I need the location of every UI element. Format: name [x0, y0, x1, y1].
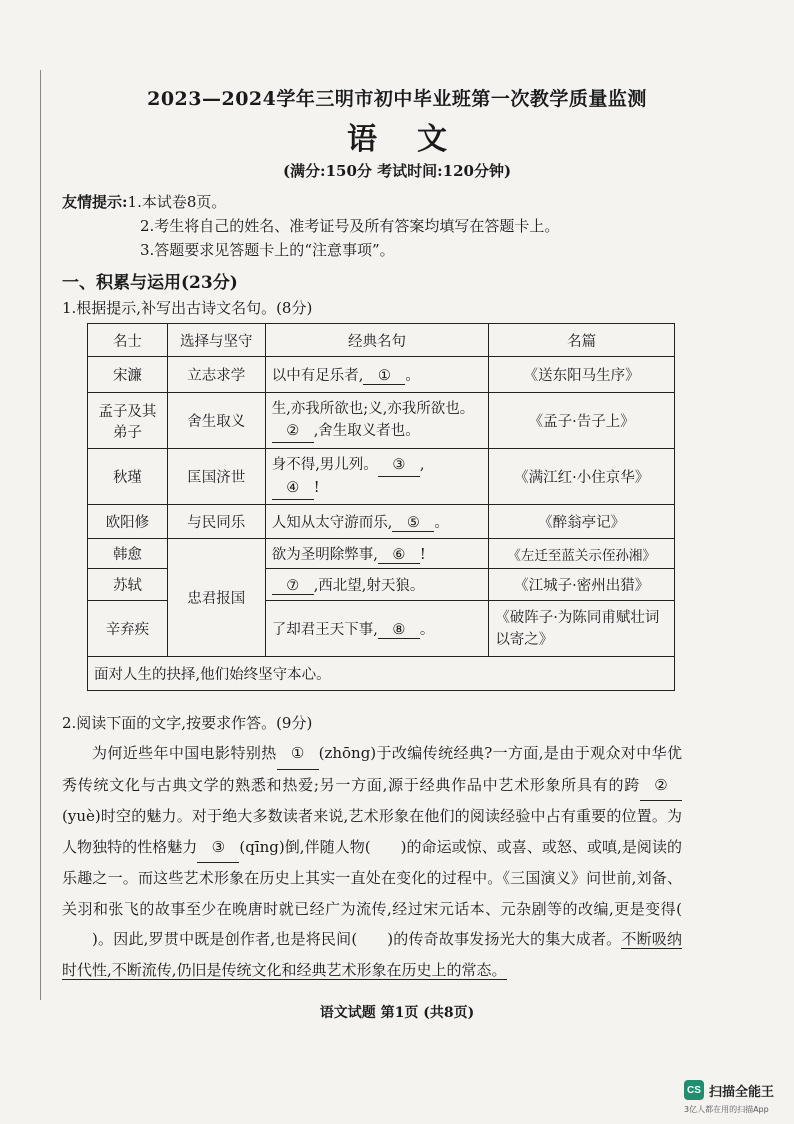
table-row [88, 449, 675, 505]
poem-table [87, 323, 675, 691]
source-cell: 《送东阳马生序》 [489, 357, 675, 393]
person-cell: 宋濂 [88, 357, 168, 393]
header-cell: 经典名句 [265, 324, 489, 357]
scanner-tagline: 3亿人都在用的扫描App [684, 1105, 769, 1114]
person-cell: 秋瑾 [88, 449, 168, 505]
subject-title: 语文 [347, 122, 487, 157]
question-1-title: 1.根据提示,补写出古诗文名句。(8分) [62, 299, 313, 317]
exam-title: 2023—2024学年三明市初中毕业班第一次教学质量监测 [147, 88, 647, 110]
quote-cell [265, 357, 489, 393]
blank-3: ③ [378, 454, 420, 477]
blank-q2-2: ② [640, 770, 682, 802]
quote-text: 欲为圣明除弊事, [271, 547, 378, 563]
binding-line [40, 70, 41, 1000]
table-row [88, 539, 675, 569]
passage-text: 为何近些年中国电影特别热 [92, 744, 277, 762]
summary-cell: 面对人生的抉择,他们始终坚守本心。 [88, 657, 675, 691]
quote-text: 。 [434, 515, 449, 531]
header-cell: 选择与坚守 [167, 324, 265, 357]
tips-block [62, 190, 559, 262]
quote-text: 了却君王天下事, [271, 622, 378, 638]
quote-text: 。 [419, 622, 435, 638]
quote-text: , [419, 456, 425, 473]
quote-cell [265, 449, 489, 505]
blank-2: ② [272, 420, 314, 443]
person-cell: 孟子及其弟子 [88, 393, 168, 449]
header-cell: 名士 [88, 324, 168, 357]
blank-q2-1: ① [277, 738, 319, 770]
quote-text: 以中有足乐者, [271, 368, 364, 384]
table-row [88, 357, 675, 393]
tip-item: 2.考生将自己的姓名、准考证号及所有答案均填写在答题卡上。 [140, 217, 560, 235]
source-cell: 《江城子·密州出猎》 [489, 569, 675, 601]
question-2-title: 2.阅读下面的文字,按要求作答。(9分) [62, 714, 313, 732]
quote-text: 人知从太守游而乐, [271, 515, 393, 531]
tip-item: 3.答题要求见答题卡上的“注意事项”。 [140, 241, 395, 259]
quote-text: 生,亦我所欲也;义,亦我所欲也。 [271, 401, 475, 417]
choice-cell: 匡国济世 [167, 449, 265, 505]
blank-1: ① [363, 368, 405, 385]
source-cell: 《满江红·小住京华》 [489, 449, 675, 505]
scanner-watermark [684, 1080, 774, 1100]
passage-text: )。因此,罗贯中既是创作者,也是将民间( [92, 930, 358, 948]
tip-item: 1.本试卷8页。 [127, 193, 227, 211]
tips-label: 友情提示: [62, 193, 128, 211]
blank-6: ⑥ [378, 547, 420, 564]
header-cell: 名篇 [489, 324, 675, 357]
source-cell: 《左迁至蓝关示侄孙湘》 [489, 539, 675, 569]
section-title: 一、积累与运用(23分) [62, 273, 238, 293]
quote-text: 身不得,男儿列。 [271, 456, 378, 473]
summary-row [88, 657, 675, 691]
quote-cell [265, 601, 489, 657]
quote-cell [265, 393, 489, 449]
camscanner-icon: CS [684, 1080, 704, 1100]
quote-text: ,西北望,射天狼。 [313, 578, 425, 594]
blank-q2-3: ③ [197, 832, 239, 864]
quote-cell [265, 505, 489, 539]
page-footer: 语文试题 第1页 (共8页) [319, 1005, 475, 1021]
passage-text: (qīng)倒,伴随人物( [239, 837, 371, 856]
blank-5: ⑤ [392, 515, 434, 532]
quote-text: ! [419, 547, 426, 563]
passage-text: )的命运或惊、或喜、或怒、或嗔,是阅读的乐趣之一。而这些艺术形象在历史上其实一直处在变化的过程中。《三国演义》问世前,刘备、关羽和张飞的故事至少在晚唐时就已经广为流传,经过宋元话本、元杂剧等的改编,更是变得( [62, 837, 682, 918]
question-2-passage [62, 738, 682, 985]
underlined-sentence: 不断吸纳时代性,不断流传,仍旧是传统文化和经典艺术形象在历史上的常态。 [62, 930, 682, 979]
passage-text: )的传奇故事发扬光大的集大成者。 [387, 930, 622, 948]
passage-text: (zhōng)于改编传统经典?一方面,是由于观众对中华优秀传统文化与古典文学的熟悉和热爱;另一方面,源于经典作品中艺术形象所具有的跨 [62, 744, 682, 794]
table-row [88, 505, 675, 539]
table-row [88, 393, 675, 449]
blank-4: ④ [272, 477, 314, 500]
table-header-row [88, 324, 675, 357]
person-cell: 韩愈 [88, 539, 168, 569]
choice-cell: 与民同乐 [167, 505, 265, 539]
source-cell: 《醉翁亭记》 [489, 505, 675, 539]
passage-text: (yuè)时空的魅力。对于绝大多数读者来说,艺术形象在他们的阅读经验中占有重要的位置。为人物独特的性格魅力 [62, 807, 682, 856]
choice-cell: 立志求学 [167, 357, 265, 393]
source-cell: 《破阵子·为陈同甫赋壮词以寄之》 [489, 601, 675, 657]
quote-cell [265, 569, 489, 601]
quote-text: 。 [405, 368, 420, 384]
person-cell: 苏轼 [88, 569, 168, 601]
scanner-name: 扫描全能王 [709, 1084, 775, 1100]
source-cell: 《孟子·告子上》 [489, 393, 675, 449]
person-cell: 欧阳修 [88, 505, 168, 539]
blank-7: ⑦ [272, 578, 314, 595]
choice-cell: 忠君报国 [167, 539, 265, 657]
choice-cell: 舍生取义 [167, 393, 265, 449]
blank-8: ⑧ [378, 622, 420, 639]
quote-text: ! [313, 479, 320, 496]
person-cell: 辛弃疾 [88, 601, 168, 657]
quote-cell [265, 539, 489, 569]
quote-text: ,舍生取义者也。 [313, 423, 420, 439]
score-time: (满分:150分 考试时间:120分钟) [282, 162, 512, 180]
